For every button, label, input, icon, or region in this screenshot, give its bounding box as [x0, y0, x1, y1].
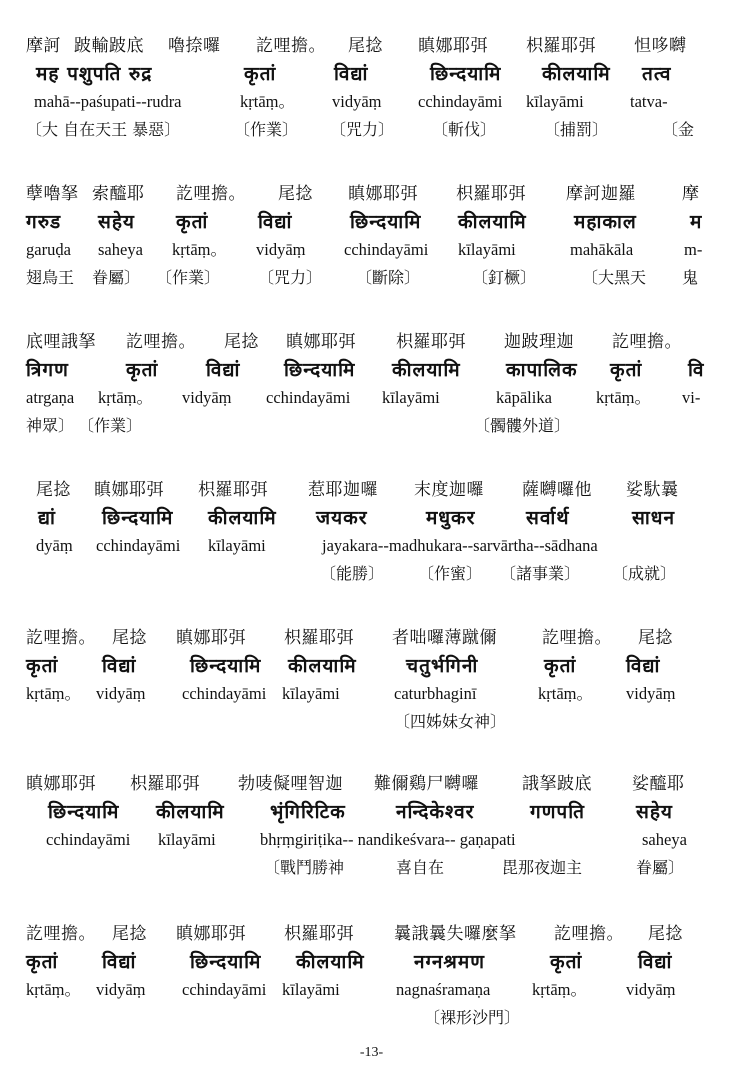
cjk-word: 跛輸跛底 [74, 36, 144, 56]
chinese-transliteration-line [26, 328, 716, 356]
gloss-item: 〔諸事業〕 [500, 564, 581, 583]
gloss-item: 〔作業〕 [78, 416, 143, 435]
roman-word: vidyāṃ [96, 980, 146, 999]
siddham-word: मह पशुपति रुद्र [36, 63, 153, 85]
roman-word: kīlayāmi [282, 684, 340, 703]
gloss-line [26, 264, 716, 292]
cjk-word: 惹耶迦囉 [308, 480, 378, 500]
gloss-item: 毘那夜迦主 [502, 858, 583, 877]
cjk-word: 嚕捺囉 [168, 36, 221, 56]
siddham-word: विद्यां [102, 951, 137, 973]
cjk-word: 瞋娜耶弭 [176, 628, 246, 648]
gloss-item: 喜自在 [396, 858, 445, 877]
cjk-word: 枳羅耶弭 [198, 480, 268, 500]
siddham-word: छिन्दयामि [190, 951, 262, 973]
cjk-word: 尾捻 [36, 480, 71, 500]
siddham-word: कीलयामि [296, 951, 365, 973]
cjk-word: 枳羅耶弭 [284, 628, 354, 648]
siddham-word: विद्यां [334, 63, 369, 85]
cjk-word: 孽嚕拏 [26, 184, 79, 204]
cjk-word: 娑馱曩 [626, 480, 679, 500]
siddham-word: कृतां [176, 211, 209, 233]
stanza-4 [26, 476, 716, 588]
gloss-item: 〔戰鬥勝神 [264, 858, 345, 877]
roman-word: kṛtāṃ。 [26, 980, 81, 999]
siddham-word: चतुर्भगिनी [406, 655, 479, 677]
siddham-word: मधुकर [426, 507, 476, 529]
cjk-word: 尾捻 [648, 924, 683, 944]
romanization-line [26, 976, 716, 1004]
siddham-word: साधन [632, 507, 675, 529]
gloss-line [26, 708, 716, 736]
siddham-word: तत्व [642, 63, 672, 85]
roman-word: m- [684, 240, 703, 259]
roman-word: vidyāṃ [182, 388, 232, 407]
roman-word: kṛtāṃ。 [596, 388, 651, 407]
siddham-word: सहेय [636, 801, 673, 823]
roman-word: kīlayāmi [526, 92, 584, 111]
gloss-line [26, 116, 716, 144]
cjk-word: 訖哩擔。 [126, 332, 196, 352]
romanization-line [26, 680, 716, 708]
chinese-transliteration-line [26, 476, 716, 504]
gloss-item: 〔髑髏外道〕 [474, 416, 571, 435]
chinese-transliteration-line [26, 32, 716, 60]
roman-word: cchindayāmi [182, 684, 267, 703]
siddham-word: गरुड [26, 211, 62, 233]
cjk-word: 瞋娜耶弭 [26, 774, 96, 794]
roman-word: saheya [642, 830, 687, 849]
cjk-word: 尾捻 [112, 628, 147, 648]
roman-word: vidyāṃ [626, 980, 676, 999]
siddham-word: कीलयामि [156, 801, 225, 823]
siddham-script-line [26, 60, 716, 88]
roman-word: kṛtāṃ。 [172, 240, 227, 259]
roman-word: vidyāṃ [256, 240, 306, 259]
siddham-word: छिन्दयामि [350, 211, 422, 233]
cjk-word: 訖哩擔。 [542, 628, 612, 648]
siddham-word: कृतां [126, 359, 159, 381]
roman-word: kīlayāmi [382, 388, 440, 407]
siddham-word: विद्यां [206, 359, 241, 381]
cjk-word: 曩誐曩失囉麼拏 [394, 924, 517, 944]
gloss-item: 〔咒力〕 [330, 120, 395, 139]
gloss-item: 〔金 [662, 120, 695, 139]
roman-word: nagnaśramaṇa [396, 980, 491, 999]
stanza-7 [26, 920, 716, 1032]
siddham-word: कृतां [26, 655, 59, 677]
gloss-item: 〔成就〕 [612, 564, 677, 583]
cjk-word: 薩嚩囉他 [522, 480, 592, 500]
siddham-word: गणपति [530, 801, 585, 823]
gloss-item: 〔裸形沙門〕 [424, 1008, 521, 1027]
roman-word: kṛtāṃ。 [26, 684, 81, 703]
cjk-word: 枳羅耶弭 [130, 774, 200, 794]
stanza-6 [26, 770, 716, 882]
siddham-word: विद्यां [638, 951, 673, 973]
siddham-word: नग्नश्रमण [414, 951, 485, 973]
gloss-item: 〔作蜜〕 [418, 564, 483, 583]
cjk-word: 瞋娜耶弭 [94, 480, 164, 500]
cjk-word: 訖哩擔。 [554, 924, 624, 944]
roman-word: kīlayāmi [282, 980, 340, 999]
roman-word: jayakara--madhukara--sarvārtha--sādhana [322, 536, 598, 555]
roman-word: kāpālika [496, 388, 552, 407]
roman-word: kṛtāṃ。 [532, 980, 587, 999]
siddham-script-line [26, 948, 716, 976]
siddham-word: कीलयामि [542, 63, 611, 85]
siddham-word: कृतां [610, 359, 643, 381]
roman-word: cchindayāmi [266, 388, 351, 407]
cjk-word: 難儞鷄尸嚩囉 [374, 774, 479, 794]
cjk-word: 訖哩擔。 [256, 36, 326, 56]
cjk-word: 瞋娜耶弭 [418, 36, 488, 56]
siddham-word: नन्दिकेश्वर [396, 801, 475, 823]
cjk-word: 底哩誐拏 [26, 332, 96, 352]
roman-word: mahā--paśupati--rudra [34, 92, 182, 111]
cjk-word: 訖哩擔。 [176, 184, 246, 204]
gloss-item: 〔作業〕 [234, 120, 299, 139]
roman-word: kīlayāmi [458, 240, 516, 259]
siddham-word: कीलयामि [392, 359, 461, 381]
roman-word: vi- [682, 388, 701, 407]
siddham-word: त्रिगण [26, 359, 69, 381]
gloss-item: 〔大黑天 [582, 268, 647, 287]
stanza-1 [26, 32, 716, 144]
gloss-line [26, 1004, 716, 1032]
romanization-line [26, 236, 716, 264]
siddham-script-line [26, 798, 716, 826]
cjk-word: 枳羅耶弭 [526, 36, 596, 56]
siddham-word: महाकाल [574, 211, 637, 233]
gloss-item: 〔釘橛〕 [472, 268, 537, 287]
cjk-word: 訖哩擔。 [26, 924, 96, 944]
cjk-word: 尾捻 [112, 924, 147, 944]
siddham-word: भृंगिरिटिक [270, 801, 346, 823]
cjk-word: 瞋娜耶弭 [286, 332, 356, 352]
siddham-word: छिन्दयामि [102, 507, 174, 529]
gloss-item: 〔四姊妹女神〕 [394, 712, 507, 731]
cjk-word: 娑醯耶 [632, 774, 685, 794]
roman-word: cchindayāmi [96, 536, 181, 555]
roman-word: caturbhaginī [394, 684, 477, 703]
siddham-script-line [26, 356, 716, 384]
siddham-word: कृतां [26, 951, 59, 973]
cjk-word: 末度迦囉 [414, 480, 484, 500]
stanza-3 [26, 328, 716, 440]
cjk-word: 尾捻 [224, 332, 259, 352]
page-number: -13- [359, 1045, 384, 1060]
roman-word: cchindayāmi [418, 92, 503, 111]
romanization-line [26, 88, 716, 116]
siddham-word: कीलयामि [288, 655, 357, 677]
siddham-word: द्यां [38, 507, 56, 529]
chinese-transliteration-line [26, 920, 716, 948]
chinese-transliteration-line [26, 180, 716, 208]
siddham-word: सहेय [98, 211, 135, 233]
siddham-word: विद्यां [626, 655, 661, 677]
siddham-script-line [26, 208, 716, 236]
cjk-word: 枳羅耶弭 [456, 184, 526, 204]
roman-word: kīlayāmi [208, 536, 266, 555]
roman-word: cchindayāmi [182, 980, 267, 999]
romanization-line [26, 384, 716, 412]
gloss-item: 鬼 [682, 268, 699, 287]
stanza-2 [26, 180, 716, 292]
roman-word: cchindayāmi [344, 240, 429, 259]
roman-word: vidyāṃ [626, 684, 676, 703]
cjk-word: 摩訶 [26, 36, 61, 56]
gloss-item: 眷屬〕 [92, 268, 141, 287]
gloss-item: 〔斬伐〕 [432, 120, 497, 139]
siddham-script-line [26, 504, 716, 532]
gloss-line [26, 560, 716, 588]
roman-word: cchindayāmi [46, 830, 131, 849]
roman-word: atrgaṇa [26, 388, 75, 407]
siddham-word: छिन्दयामि [48, 801, 120, 823]
gloss-line [26, 412, 716, 440]
siddham-word: कीलयामि [458, 211, 527, 233]
gloss-item: 〔大 自在天王 暴惡〕 [26, 120, 181, 139]
cjk-word: 怛哆嚩 [634, 36, 687, 56]
gloss-item: 〔作業〕 [156, 268, 221, 287]
chinese-transliteration-line [26, 624, 716, 652]
siddham-word: सर्वार्थ [526, 507, 570, 529]
siddham-word: कृतां [244, 63, 277, 85]
siddham-word: कापालिक [506, 359, 578, 381]
siddham-word: छिन्दयामि [430, 63, 502, 85]
cjk-word: 勃唛儗哩智迦 [238, 774, 343, 794]
gloss-item: 〔咒力〕 [258, 268, 323, 287]
gloss-item: 〔捕罰〕 [544, 120, 609, 139]
siddham-script-line [26, 652, 716, 680]
cjk-word: 瞋娜耶弭 [348, 184, 418, 204]
roman-word: mahākāla [570, 240, 634, 259]
siddham-word: कीलयामि [208, 507, 277, 529]
roman-word: kṛtāṃ。 [98, 388, 153, 407]
roman-word: bhṛṃgiriṭika-- nandikeśvara-- gaṇapati [260, 830, 516, 849]
gloss-item: 〔能勝〕 [320, 564, 385, 583]
cjk-word: 瞋娜耶弭 [176, 924, 246, 944]
roman-word: kīlayāmi [158, 830, 216, 849]
roman-word: garuḍa [26, 240, 71, 259]
gloss-item: 〔斷除〕 [356, 268, 421, 287]
cjk-word: 枳羅耶弭 [396, 332, 466, 352]
romanization-line [26, 826, 716, 854]
chinese-transliteration-line [26, 770, 716, 798]
cjk-word: 尾捻 [278, 184, 313, 204]
cjk-word: 索醯耶 [92, 184, 145, 204]
cjk-word: 摩訶迦羅 [566, 184, 636, 204]
gloss-item: 翅鳥王 [26, 268, 75, 287]
siddham-word: विद्यां [258, 211, 293, 233]
roman-word: tatva- [630, 92, 668, 111]
siddham-word: विद्यां [102, 655, 137, 677]
roman-word: vidyāṃ [96, 684, 146, 703]
roman-word: vidyāṃ [332, 92, 382, 111]
cjk-word: 訖哩擔。 [26, 628, 96, 648]
siddham-word: म [690, 211, 703, 233]
roman-word: kṛtāṃ。 [240, 92, 295, 111]
romanization-line [26, 532, 716, 560]
cjk-word: 尾捻 [638, 628, 673, 648]
siddham-word: कृतां [544, 655, 577, 677]
gloss-item: 眷屬〕 [636, 858, 685, 877]
cjk-word: 誐拏跛底 [522, 774, 592, 794]
roman-word: saheya [98, 240, 143, 259]
cjk-word: 摩 [682, 184, 700, 204]
cjk-word: 迦跛理迦 [504, 332, 574, 352]
siddham-word: वि [688, 359, 705, 381]
cjk-word: 訖哩擔。 [612, 332, 682, 352]
cjk-word: 尾捻 [348, 36, 383, 56]
siddham-word: छिन्दयामि [284, 359, 356, 381]
cjk-word: 者咄囉薄蹴儞 [392, 628, 497, 648]
siddham-word: जयकर [316, 507, 368, 529]
roman-word: dyāṃ [36, 536, 73, 555]
cjk-word: 枳羅耶弭 [284, 924, 354, 944]
stanza-5 [26, 624, 716, 736]
gloss-item: 神眾〕 [26, 416, 75, 435]
roman-word: kṛtāṃ。 [538, 684, 593, 703]
siddham-word: कृतां [550, 951, 583, 973]
siddham-word: छिन्दयामि [190, 655, 262, 677]
gloss-line [26, 854, 716, 882]
